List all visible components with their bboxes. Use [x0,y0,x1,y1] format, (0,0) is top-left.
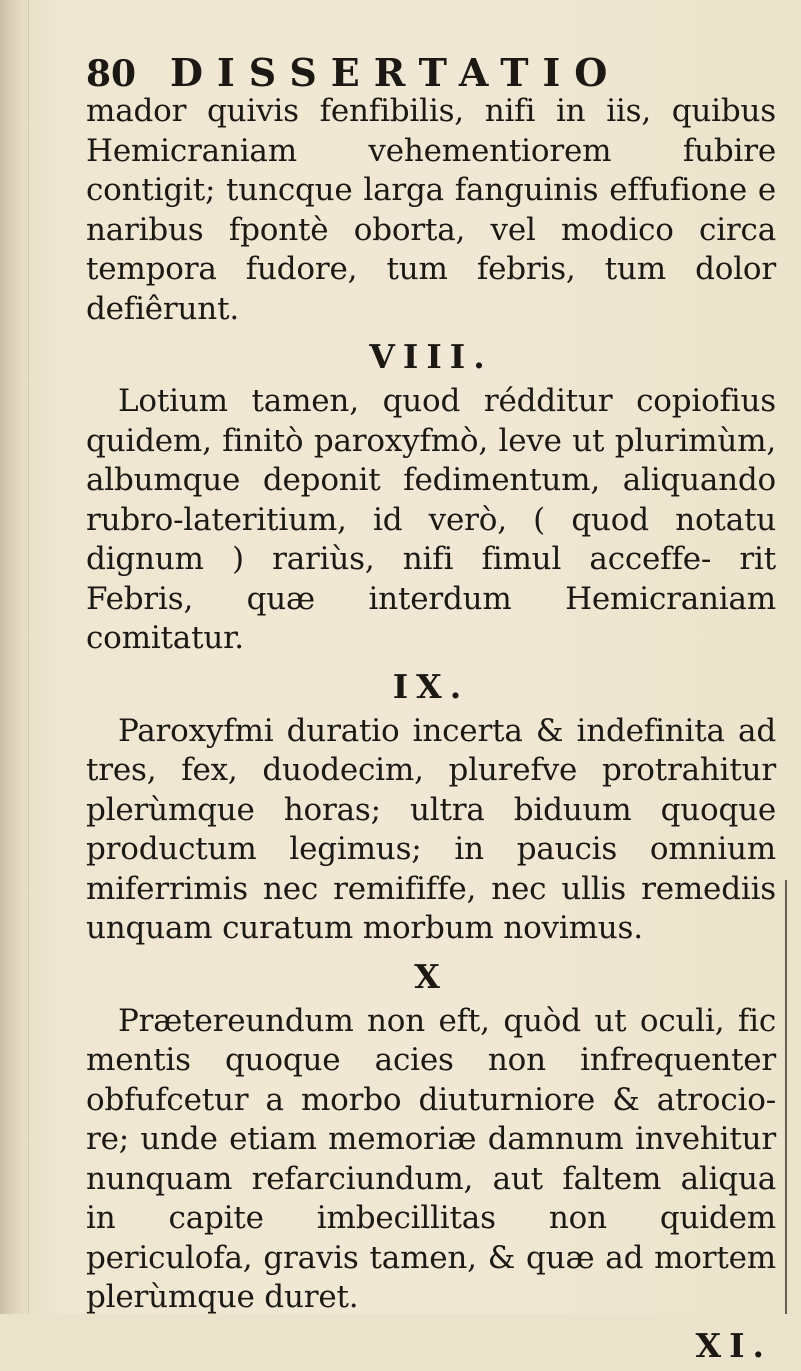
section-heading-x: X [414,956,448,996]
section-heading-ix: IX. [392,666,470,706]
running-title: DISSERTATIO [170,50,622,95]
paragraph-ix: Paroxyfmi duratio incerta & indefinita ad tres, fex, duodecim, plurefve protrahitur plerùmque horas; ultra biduum quoque productum legimus; in paucis omnium miferrimis nec remififfe, nec ullis remediis unquam curatum morbum novimus. [86,712,776,946]
section-heading-viii: VIII. [369,337,493,376]
catchword: XI. [695,1325,772,1365]
page-edge-shadow [785,880,787,1314]
body-text [86,92,776,1371]
page-number: 80 [86,53,137,95]
paragraph-viii: Lotium tamen, quod rédditur copiofius quidem, finitò paroxyfmò, leve ut plurimùm, albumque deponit fedimentum, aliquando rubro-lateritium, id verò, ( quod notatu dignum ) rariùs, nifi fimul acceffe- rit Febris, quæ interdum Hemicraniam comitatur. [86,383,776,656]
paragraph-x: Prætereundum non eft, quòd ut oculi, fic mentis quoque acies non infrequenter obfufcetur a morbo diuturniore & atrocio- re; unde etiam memoriæ damnum invehitur nunquam refarciundum, aut faltem aliqua in capite imbecillitas non quidem periculofa, gravis tamen, & quæ ad mortem plerùmque duret. [86,1002,776,1315]
paragraph-continued: mador quivis fenfibilis, nifi in iis, quibus Hemicraniam vehementiorem fubire contigit; tuncque larga fanguinis effufione e naribus fpontè oborta, vel modico circa tempora fudore, tum febris, tum dolor defiêrunt. [86,93,776,327]
page-binding-edge [0,0,29,1314]
